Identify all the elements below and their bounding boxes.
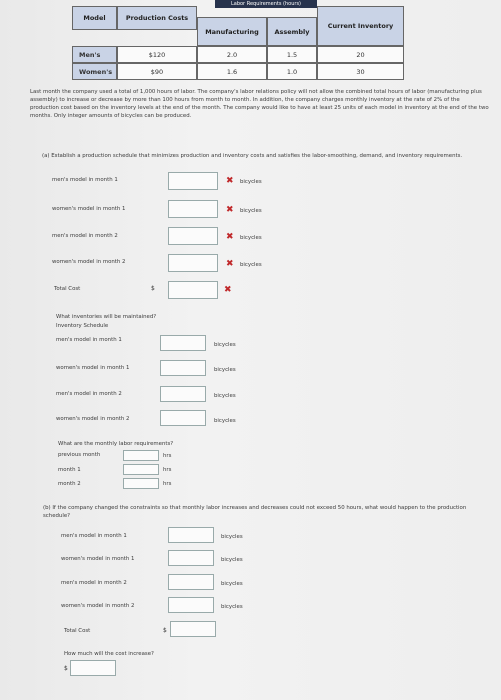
a-inv-women-m1-label: women's model in month 1 [56, 365, 130, 371]
a-men-m2-label: men's model in month 2 [52, 233, 118, 239]
a-women-m1-wrong-icon: ✖ [226, 205, 234, 215]
header-production-costs: Production Costs [117, 6, 197, 30]
row-men-inventory: 20 [317, 46, 404, 63]
a-men-m1-wrong-icon: ✖ [226, 176, 234, 186]
a-women-m2-label: women's model in month 2 [52, 259, 126, 265]
b-total-cost-input[interactable] [170, 621, 216, 637]
a-inv-women-m1-unit: bicycles [214, 367, 236, 373]
b-cost-increase-input[interactable] [70, 660, 116, 676]
a-men-m2-input[interactable] [168, 227, 218, 245]
header-assembly: Assembly [267, 17, 317, 46]
b-women-m2-label: women's model in month 2 [61, 603, 135, 609]
a-men-m2-wrong-icon: ✖ [226, 232, 234, 242]
row-men-cost: $120 [117, 46, 197, 63]
b-men-m2-unit: bicycles [221, 581, 243, 587]
b-cost-increase-question: How much will the cost increase? [64, 651, 154, 657]
a-women-m2-input[interactable] [168, 254, 218, 272]
b-total-cost-currency: $ [163, 627, 167, 634]
b-men-m2-label: men's model in month 2 [61, 580, 127, 586]
a-women-m2-unit: bicycles [240, 262, 262, 268]
a-men-m1-unit: bicycles [240, 179, 262, 185]
b-women-m2-unit: bicycles [221, 604, 243, 610]
b-men-m1-label: men's model in month 1 [61, 533, 127, 539]
problem-text: Last month the company used a total of 1,000 hours of labor. The company's labor relations policy will not allow the combined total hours of labor (manufacturing plus assembly) to increase or decrease by more than 100 hours from month to month. In addition, the company charges monthly inventory at the rate of 2% of the production cost based on the inventory levels at the end of the month. The company would like to have at least 25 units of each model in inventory at the end of the two months. Only integer amounts of bicycles can be produced. [30, 89, 489, 119]
a-inv-men-m1-input[interactable] [160, 335, 206, 351]
a-inv-women-m1-input[interactable] [160, 360, 206, 376]
row-women-manufacturing: 1.6 [197, 63, 267, 80]
a-labor-m2-input[interactable] [123, 478, 159, 489]
a-inv-women-m2-label: women's model in month 2 [56, 416, 130, 422]
a-inv-men-m2-input[interactable] [160, 386, 206, 402]
a-inv-men-m1-unit: bicycles [214, 342, 236, 348]
a-men-m2-unit: bicycles [240, 235, 262, 241]
b-men-m1-unit: bicycles [221, 534, 243, 540]
a-inventory-schedule-label: Inventory Schedule [56, 323, 109, 329]
a-inv-women-m2-input[interactable] [160, 410, 206, 426]
a-men-m1-label: men's model in month 1 [52, 177, 118, 183]
row-women-cost: $90 [117, 63, 197, 80]
a-labor-m1-input[interactable] [123, 464, 159, 475]
b-cost-increase-currency: $ [64, 665, 68, 672]
a-labor-previous-input[interactable] [123, 450, 159, 461]
row-men-manufacturing: 2.0 [197, 46, 267, 63]
a-total-cost-currency: $ [151, 285, 155, 292]
a-women-m2-wrong-icon: ✖ [226, 259, 234, 269]
row-men-assembly: 1.5 [267, 46, 317, 63]
b-women-m2-input[interactable] [168, 597, 214, 613]
row-women-inventory: 30 [317, 63, 404, 80]
row-women-model: Women's [72, 63, 117, 80]
a-inv-men-m1-label: men's model in month 1 [56, 337, 122, 343]
header-manufacturing: Manufacturing [197, 17, 267, 46]
a-total-cost-wrong-icon: ✖ [224, 285, 232, 295]
a-labor-previous-label: previous month [58, 452, 101, 458]
part-b-prompt: (b) If the company changed the constraints so that monthly labor increases and decreases could not exceed 50 hours, what would happen to the production schedule? [43, 505, 467, 519]
a-labor-m1-label: month 1 [58, 467, 81, 473]
header-model: Model [72, 6, 117, 30]
b-women-m1-input[interactable] [168, 550, 214, 566]
a-total-cost-label: Total Cost [54, 286, 81, 292]
labor-requirements-title: Labor Requirements (hours) [215, 0, 317, 8]
a-women-m1-input[interactable] [168, 200, 218, 218]
a-inv-women-m2-unit: bicycles [214, 418, 236, 424]
row-men-model: Men's [72, 46, 117, 63]
a-women-m1-label: women's model in month 1 [52, 206, 126, 212]
a-labor-m2-unit: hrs [163, 481, 172, 487]
a-inv-men-m2-unit: bicycles [214, 393, 236, 399]
a-inv-men-m2-label: men's model in month 2 [56, 391, 122, 397]
b-men-m1-input[interactable] [168, 527, 214, 543]
a-labor-question: What are the monthly labor requirements? [58, 441, 174, 447]
b-total-cost-label: Total Cost [64, 628, 91, 634]
row-women-assembly: 1.0 [267, 63, 317, 80]
a-labor-m1-unit: hrs [163, 467, 172, 473]
a-women-m1-unit: bicycles [240, 208, 262, 214]
b-men-m2-input[interactable] [168, 574, 214, 590]
b-women-m1-label: women's model in month 1 [61, 556, 135, 562]
header-current-inventory: Current Inventory [317, 6, 404, 46]
a-labor-previous-unit: hrs [163, 453, 172, 459]
part-a-prompt: (a) Establish a production schedule that minimizes production and inventory costs and satisfies the labor-smoothing, demand, and inventory requirements. [42, 153, 463, 159]
a-total-cost-input[interactable] [168, 281, 218, 299]
b-women-m1-unit: bicycles [221, 557, 243, 563]
a-inventory-question: What inventories will be maintained? [56, 314, 157, 320]
a-labor-m2-label: month 2 [58, 481, 81, 487]
a-men-m1-input[interactable] [168, 172, 218, 190]
